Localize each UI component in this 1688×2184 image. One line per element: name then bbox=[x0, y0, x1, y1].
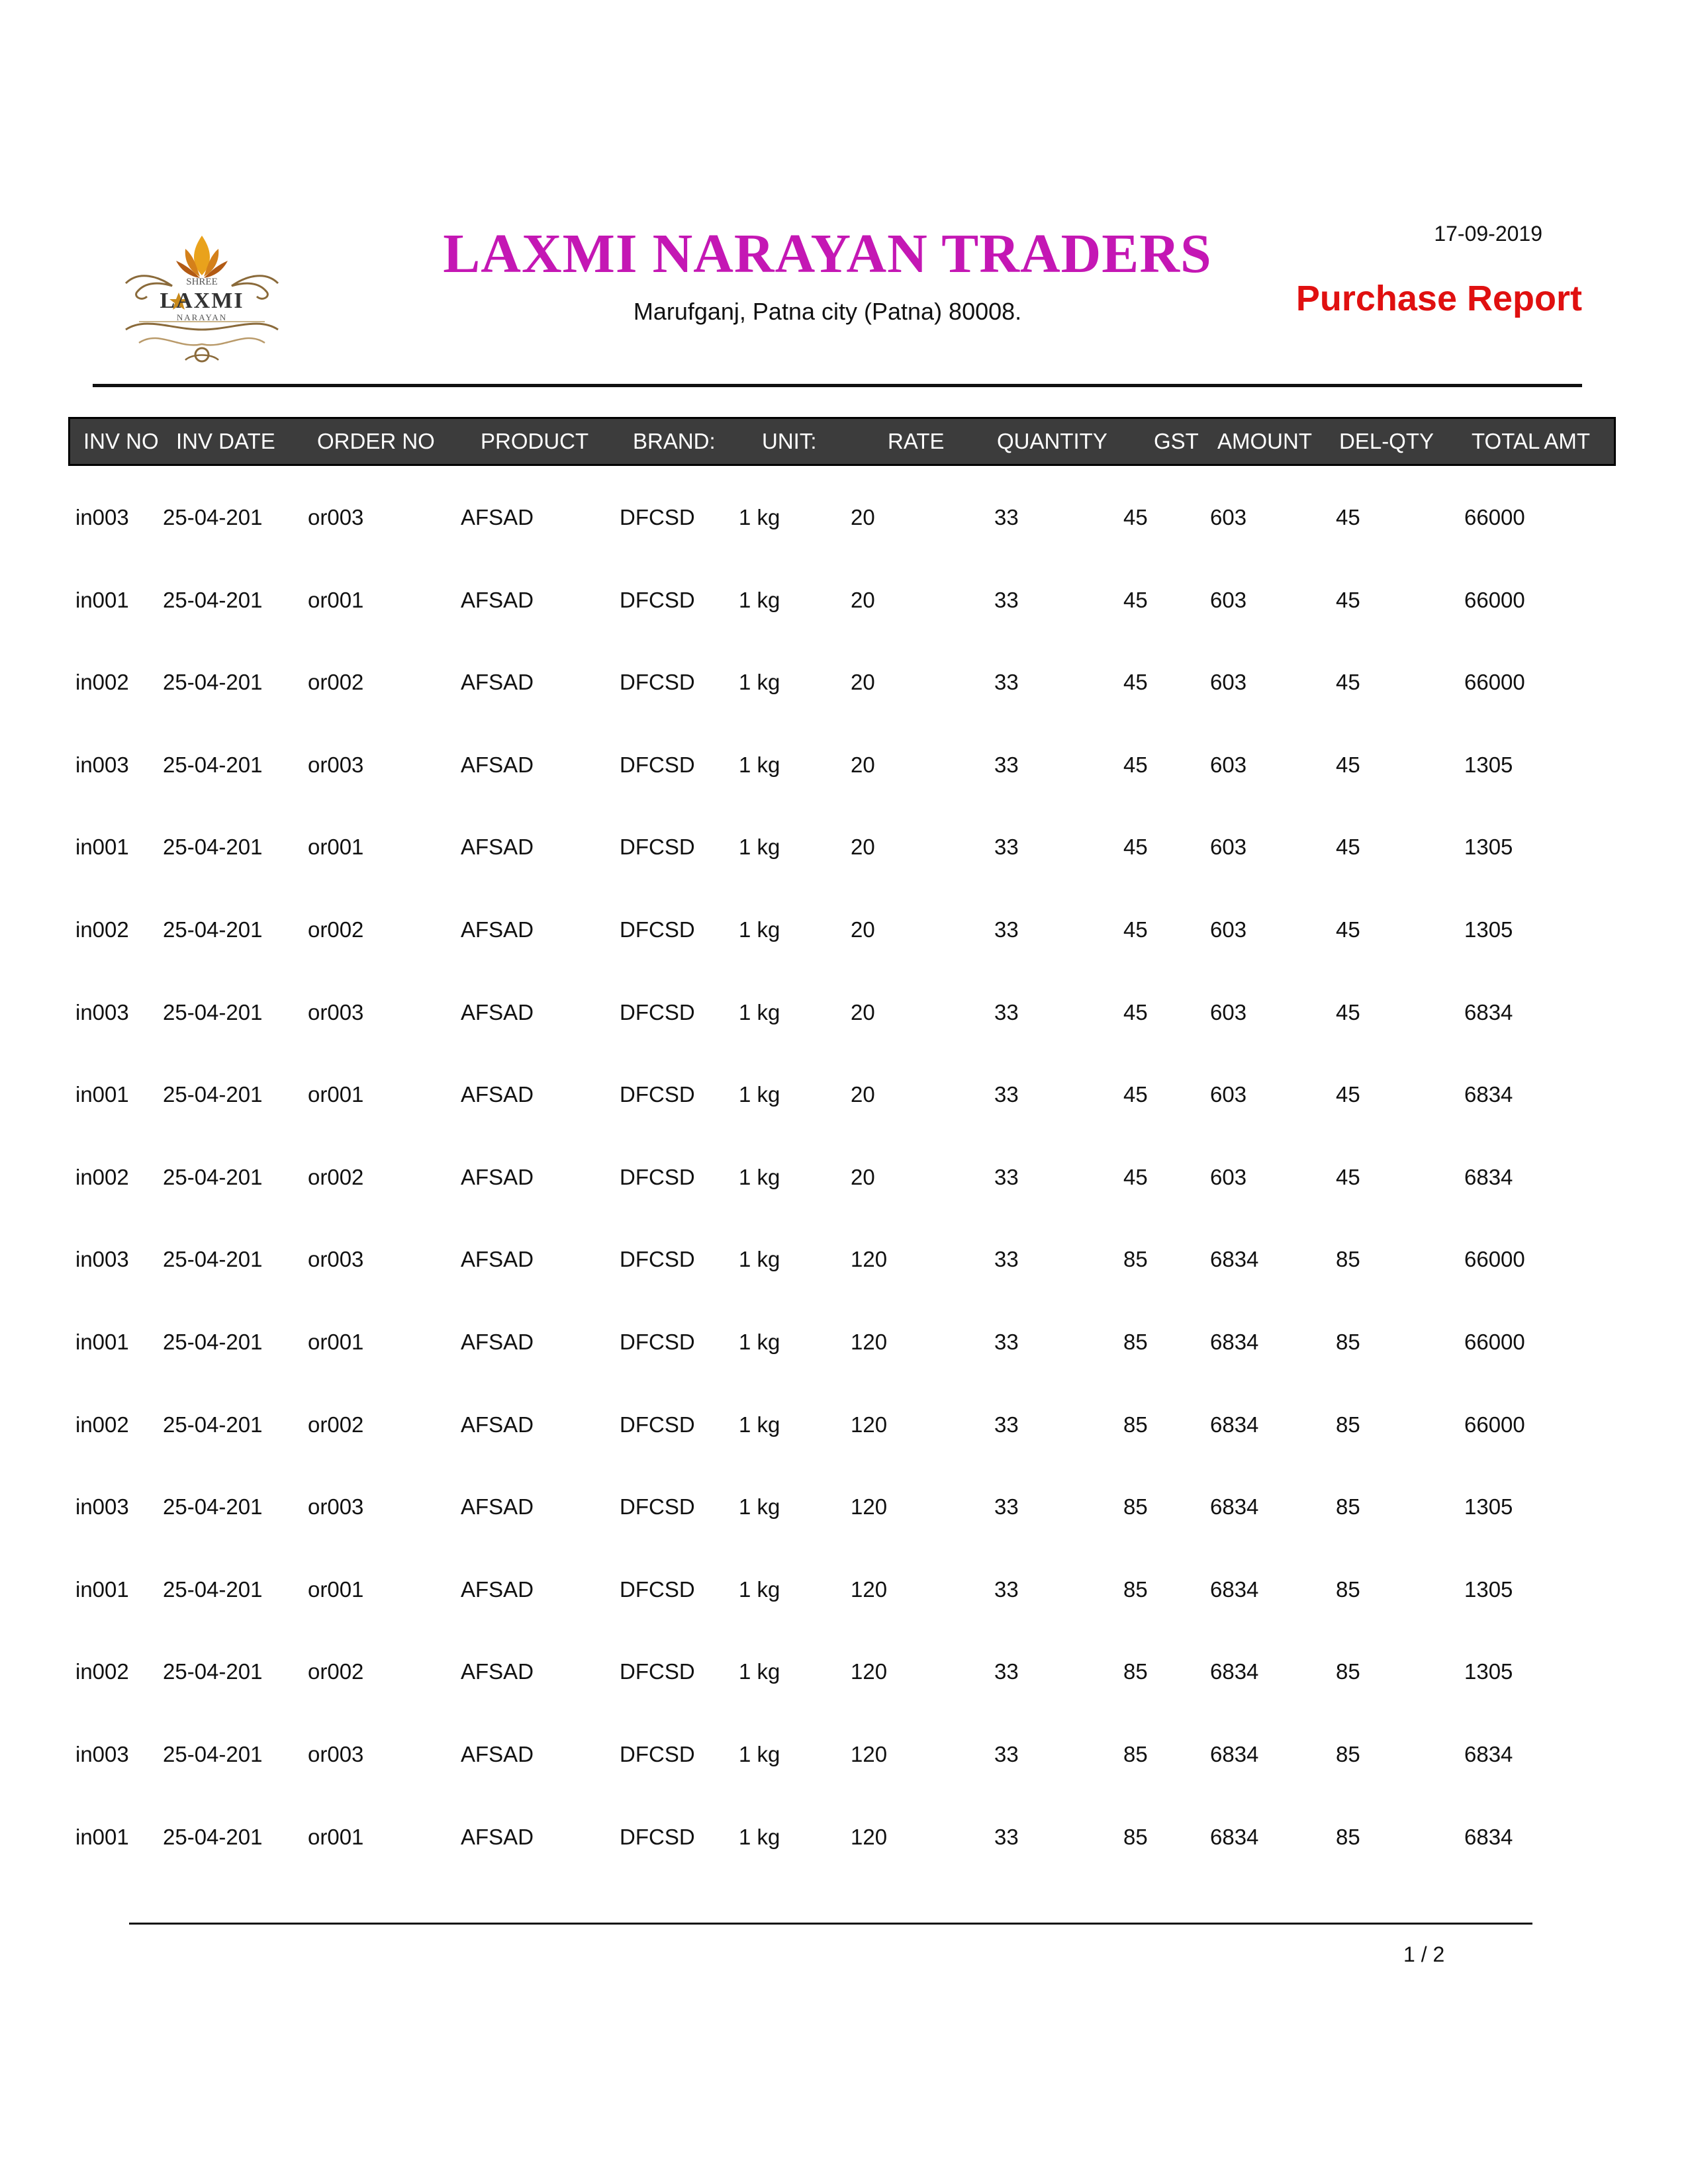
table-row bbox=[0, 1817, 1688, 1857]
table-row bbox=[0, 1075, 1688, 1115]
cell-gst: 45 bbox=[1123, 917, 1148, 942]
column-header-inv-no: INV NO bbox=[83, 429, 159, 453]
cell-brand: DFCSD bbox=[620, 752, 695, 777]
cell-rate: 120 bbox=[851, 1247, 888, 1271]
cell-total-amt: 1305 bbox=[1464, 1494, 1513, 1519]
column-header-unit: UNIT: bbox=[762, 429, 817, 453]
column-header-brand: BRAND: bbox=[633, 429, 716, 453]
cell-unit: 1 kg bbox=[739, 1659, 780, 1684]
cell-inv-date: 25-04-201 bbox=[163, 1082, 263, 1107]
cell-total-amt: 66000 bbox=[1464, 1412, 1525, 1437]
cell-amount: 603 bbox=[1210, 752, 1247, 777]
cell-quantity: 33 bbox=[994, 835, 1019, 859]
cell-brand: DFCSD bbox=[620, 1494, 695, 1519]
table-row bbox=[0, 827, 1688, 867]
cell-quantity: 33 bbox=[994, 1330, 1019, 1354]
cell-product: AFSAD bbox=[461, 1577, 534, 1602]
column-header-gst: GST bbox=[1154, 429, 1199, 453]
table-row bbox=[0, 1240, 1688, 1279]
cell-inv-date: 25-04-201 bbox=[163, 752, 263, 777]
cell-unit: 1 kg bbox=[739, 1494, 780, 1519]
cell-amount: 6834 bbox=[1210, 1577, 1259, 1602]
cell-order-no: or001 bbox=[308, 1577, 364, 1602]
cell-quantity: 33 bbox=[994, 752, 1019, 777]
cell-unit: 1 kg bbox=[739, 505, 780, 529]
cell-inv-date: 25-04-201 bbox=[163, 1659, 263, 1684]
cell-gst: 85 bbox=[1123, 1247, 1148, 1271]
cell-quantity: 33 bbox=[994, 1082, 1019, 1107]
cell-unit: 1 kg bbox=[739, 1577, 780, 1602]
cell-total-amt: 66000 bbox=[1464, 1247, 1525, 1271]
cell-del-qty: 85 bbox=[1336, 1247, 1360, 1271]
cell-quantity: 33 bbox=[994, 1577, 1019, 1602]
cell-inv-no: in002 bbox=[75, 670, 129, 694]
cell-inv-no: in003 bbox=[75, 505, 129, 529]
cell-order-no: or003 bbox=[308, 1742, 364, 1766]
cell-del-qty: 85 bbox=[1336, 1494, 1360, 1519]
cell-del-qty: 45 bbox=[1336, 1082, 1360, 1107]
cell-rate: 20 bbox=[851, 1082, 875, 1107]
table-row bbox=[0, 745, 1688, 785]
cell-rate: 120 bbox=[851, 1825, 888, 1849]
cell-total-amt: 6834 bbox=[1464, 1742, 1513, 1766]
cell-order-no: or002 bbox=[308, 917, 364, 942]
cell-inv-no: in003 bbox=[75, 1247, 129, 1271]
cell-quantity: 33 bbox=[994, 670, 1019, 694]
cell-product: AFSAD bbox=[461, 505, 534, 529]
logo-text-sub: NARAYAN bbox=[176, 312, 228, 322]
cell-inv-date: 25-04-201 bbox=[163, 1825, 263, 1849]
cell-brand: DFCSD bbox=[620, 505, 695, 529]
cell-gst: 85 bbox=[1123, 1825, 1148, 1849]
table-row bbox=[0, 498, 1688, 537]
cell-del-qty: 45 bbox=[1336, 835, 1360, 859]
cell-unit: 1 kg bbox=[739, 1082, 780, 1107]
cell-inv-no: in002 bbox=[75, 917, 129, 942]
cell-order-no: or001 bbox=[308, 1082, 364, 1107]
report-date: 17-09-2019 bbox=[1434, 222, 1542, 246]
cell-quantity: 33 bbox=[994, 1742, 1019, 1766]
cell-order-no: or001 bbox=[308, 588, 364, 612]
cell-inv-no: in001 bbox=[75, 1825, 129, 1849]
header-divider bbox=[93, 384, 1582, 387]
cell-amount: 603 bbox=[1210, 1082, 1247, 1107]
cell-inv-no: in003 bbox=[75, 1494, 129, 1519]
cell-quantity: 33 bbox=[994, 1165, 1019, 1189]
logo-text-main: LAXMI bbox=[160, 289, 244, 313]
cell-gst: 85 bbox=[1123, 1330, 1148, 1354]
cell-amount: 603 bbox=[1210, 670, 1247, 694]
company-logo bbox=[113, 230, 291, 369]
cell-del-qty: 85 bbox=[1336, 1412, 1360, 1437]
cell-inv-no: in003 bbox=[75, 752, 129, 777]
cell-rate: 20 bbox=[851, 1000, 875, 1024]
cell-unit: 1 kg bbox=[739, 1742, 780, 1766]
cell-brand: DFCSD bbox=[620, 1825, 695, 1849]
table-row bbox=[0, 910, 1688, 950]
cell-brand: DFCSD bbox=[620, 1000, 695, 1024]
cell-inv-date: 25-04-201 bbox=[163, 1330, 263, 1354]
cell-brand: DFCSD bbox=[620, 917, 695, 942]
cell-del-qty: 45 bbox=[1336, 588, 1360, 612]
cell-total-amt: 6834 bbox=[1464, 1165, 1513, 1189]
cell-product: AFSAD bbox=[461, 1412, 534, 1437]
cell-del-qty: 85 bbox=[1336, 1577, 1360, 1602]
cell-rate: 20 bbox=[851, 917, 875, 942]
cell-gst: 45 bbox=[1123, 505, 1148, 529]
cell-quantity: 33 bbox=[994, 1412, 1019, 1437]
cell-order-no: or001 bbox=[308, 1825, 364, 1849]
cell-total-amt: 6834 bbox=[1464, 1825, 1513, 1849]
cell-unit: 1 kg bbox=[739, 670, 780, 694]
cell-quantity: 33 bbox=[994, 1000, 1019, 1024]
cell-del-qty: 45 bbox=[1336, 752, 1360, 777]
cell-del-qty: 85 bbox=[1336, 1659, 1360, 1684]
cell-unit: 1 kg bbox=[739, 1165, 780, 1189]
cell-product: AFSAD bbox=[461, 1330, 534, 1354]
cell-inv-date: 25-04-201 bbox=[163, 1494, 263, 1519]
cell-brand: DFCSD bbox=[620, 1412, 695, 1437]
cell-inv-date: 25-04-201 bbox=[163, 588, 263, 612]
cell-inv-no: in001 bbox=[75, 1577, 129, 1602]
cell-gst: 85 bbox=[1123, 1577, 1148, 1602]
cell-gst: 85 bbox=[1123, 1494, 1148, 1519]
cell-gst: 85 bbox=[1123, 1412, 1148, 1437]
cell-product: AFSAD bbox=[461, 1825, 534, 1849]
cell-order-no: or003 bbox=[308, 1247, 364, 1271]
cell-order-no: or003 bbox=[308, 505, 364, 529]
cell-product: AFSAD bbox=[461, 835, 534, 859]
cell-quantity: 33 bbox=[994, 1247, 1019, 1271]
cell-rate: 20 bbox=[851, 505, 875, 529]
cell-brand: DFCSD bbox=[620, 1165, 695, 1189]
cell-gst: 45 bbox=[1123, 588, 1148, 612]
cell-unit: 1 kg bbox=[739, 1247, 780, 1271]
cell-brand: DFCSD bbox=[620, 835, 695, 859]
cell-inv-date: 25-04-201 bbox=[163, 505, 263, 529]
cell-del-qty: 45 bbox=[1336, 505, 1360, 529]
table-row bbox=[0, 1322, 1688, 1362]
company-name: LAXMI NARAYAN TRADERS bbox=[443, 223, 1212, 285]
cell-inv-no: in003 bbox=[75, 1742, 129, 1766]
cell-inv-date: 25-04-201 bbox=[163, 1000, 263, 1024]
cell-inv-date: 25-04-201 bbox=[163, 917, 263, 942]
cell-product: AFSAD bbox=[461, 1659, 534, 1684]
cell-brand: DFCSD bbox=[620, 1577, 695, 1602]
cell-quantity: 33 bbox=[994, 917, 1019, 942]
cell-rate: 120 bbox=[851, 1330, 888, 1354]
cell-product: AFSAD bbox=[461, 1247, 534, 1271]
cell-quantity: 33 bbox=[994, 1494, 1019, 1519]
column-header-amount: AMOUNT bbox=[1217, 429, 1312, 453]
table-row bbox=[0, 1487, 1688, 1527]
cell-inv-date: 25-04-201 bbox=[163, 1247, 263, 1271]
cell-rate: 20 bbox=[851, 752, 875, 777]
cell-amount: 603 bbox=[1210, 835, 1247, 859]
column-header-rate: RATE bbox=[888, 429, 945, 453]
column-header-quantity: QUANTITY bbox=[997, 429, 1107, 453]
cell-amount: 6834 bbox=[1210, 1330, 1259, 1354]
table-row bbox=[0, 1735, 1688, 1774]
cell-inv-date: 25-04-201 bbox=[163, 670, 263, 694]
cell-order-no: or001 bbox=[308, 1330, 364, 1354]
cell-rate: 120 bbox=[851, 1742, 888, 1766]
cell-amount: 6834 bbox=[1210, 1494, 1259, 1519]
cell-total-amt: 1305 bbox=[1464, 752, 1513, 777]
table-row bbox=[0, 1405, 1688, 1445]
cell-total-amt: 1305 bbox=[1464, 1577, 1513, 1602]
table-row bbox=[0, 580, 1688, 620]
table-row bbox=[0, 1652, 1688, 1692]
logo-text-top: SHREE bbox=[186, 277, 218, 287]
cell-inv-no: in001 bbox=[75, 1082, 129, 1107]
cell-brand: DFCSD bbox=[620, 670, 695, 694]
cell-gst: 45 bbox=[1123, 670, 1148, 694]
cell-inv-date: 25-04-201 bbox=[163, 1412, 263, 1437]
cell-amount: 6834 bbox=[1210, 1825, 1259, 1849]
cell-del-qty: 45 bbox=[1336, 1165, 1360, 1189]
cell-inv-date: 25-04-201 bbox=[163, 835, 263, 859]
cell-quantity: 33 bbox=[994, 505, 1019, 529]
table-row bbox=[0, 662, 1688, 702]
cell-inv-date: 25-04-201 bbox=[163, 1165, 263, 1189]
page-indicator: 1 / 2 bbox=[1403, 1942, 1445, 1966]
cell-gst: 85 bbox=[1123, 1659, 1148, 1684]
cell-total-amt: 1305 bbox=[1464, 835, 1513, 859]
cell-unit: 1 kg bbox=[739, 1000, 780, 1024]
cell-product: AFSAD bbox=[461, 1742, 534, 1766]
table-header bbox=[68, 417, 1616, 466]
cell-amount: 6834 bbox=[1210, 1247, 1259, 1271]
cell-rate: 120 bbox=[851, 1577, 888, 1602]
cell-inv-no: in001 bbox=[75, 835, 129, 859]
cell-amount: 603 bbox=[1210, 1000, 1247, 1024]
cell-inv-no: in002 bbox=[75, 1412, 129, 1437]
table-row bbox=[0, 993, 1688, 1032]
table-row bbox=[0, 1570, 1688, 1610]
cell-unit: 1 kg bbox=[739, 835, 780, 859]
report-title: Purchase Report bbox=[1295, 279, 1582, 318]
cell-order-no: or003 bbox=[308, 752, 364, 777]
cell-order-no: or003 bbox=[308, 1000, 364, 1024]
cell-amount: 603 bbox=[1210, 505, 1247, 529]
cell-inv-no: in002 bbox=[75, 1659, 129, 1684]
cell-amount: 603 bbox=[1210, 917, 1247, 942]
cell-quantity: 33 bbox=[994, 1825, 1019, 1849]
cell-total-amt: 66000 bbox=[1464, 505, 1525, 529]
column-header-del-qty: DEL-QTY bbox=[1339, 429, 1434, 453]
cell-total-amt: 66000 bbox=[1464, 670, 1525, 694]
cell-inv-no: in001 bbox=[75, 588, 129, 612]
cell-unit: 1 kg bbox=[739, 1412, 780, 1437]
cell-unit: 1 kg bbox=[739, 588, 780, 612]
cell-amount: 6834 bbox=[1210, 1412, 1259, 1437]
cell-del-qty: 85 bbox=[1336, 1742, 1360, 1766]
cell-gst: 45 bbox=[1123, 1082, 1148, 1107]
cell-product: AFSAD bbox=[461, 752, 534, 777]
cell-amount: 603 bbox=[1210, 1165, 1247, 1189]
cell-unit: 1 kg bbox=[739, 1825, 780, 1849]
table-row bbox=[0, 1158, 1688, 1197]
cell-brand: DFCSD bbox=[620, 1659, 695, 1684]
cell-rate: 120 bbox=[851, 1659, 888, 1684]
cell-gst: 45 bbox=[1123, 1000, 1148, 1024]
column-header-inv-date: INV DATE bbox=[176, 429, 275, 453]
column-header-product: PRODUCT bbox=[481, 429, 589, 453]
cell-brand: DFCSD bbox=[620, 1742, 695, 1766]
cell-total-amt: 6834 bbox=[1464, 1000, 1513, 1024]
cell-brand: DFCSD bbox=[620, 1247, 695, 1271]
cell-gst: 45 bbox=[1123, 835, 1148, 859]
cell-del-qty: 85 bbox=[1336, 1330, 1360, 1354]
column-header-total-amt: TOTAL AMT bbox=[1472, 429, 1591, 453]
company-address: Marufganj, Patna city (Patna) 80008. bbox=[633, 298, 1022, 325]
cell-total-amt: 1305 bbox=[1464, 917, 1513, 942]
cell-inv-date: 25-04-201 bbox=[163, 1742, 263, 1766]
cell-amount: 6834 bbox=[1210, 1742, 1259, 1766]
cell-rate: 120 bbox=[851, 1494, 888, 1519]
cell-total-amt: 66000 bbox=[1464, 1330, 1525, 1354]
cell-amount: 603 bbox=[1210, 588, 1247, 612]
column-header-order-no: ORDER NO bbox=[317, 429, 435, 453]
cell-del-qty: 45 bbox=[1336, 917, 1360, 942]
cell-del-qty: 45 bbox=[1336, 1000, 1360, 1024]
cell-order-no: or002 bbox=[308, 1659, 364, 1684]
cell-inv-date: 25-04-201 bbox=[163, 1577, 263, 1602]
cell-unit: 1 kg bbox=[739, 917, 780, 942]
cell-product: AFSAD bbox=[461, 1082, 534, 1107]
cell-inv-no: in001 bbox=[75, 1330, 129, 1354]
cell-order-no: or002 bbox=[308, 1165, 364, 1189]
cell-order-no: or003 bbox=[308, 1494, 364, 1519]
cell-order-no: or001 bbox=[308, 835, 364, 859]
cell-del-qty: 85 bbox=[1336, 1825, 1360, 1849]
cell-order-no: or002 bbox=[308, 1412, 364, 1437]
cell-rate: 20 bbox=[851, 588, 875, 612]
cell-total-amt: 66000 bbox=[1464, 588, 1525, 612]
cell-product: AFSAD bbox=[461, 670, 534, 694]
cell-gst: 45 bbox=[1123, 1165, 1148, 1189]
cell-product: AFSAD bbox=[461, 588, 534, 612]
cell-order-no: or002 bbox=[308, 670, 364, 694]
cell-brand: DFCSD bbox=[620, 1082, 695, 1107]
cell-brand: DFCSD bbox=[620, 588, 695, 612]
cell-product: AFSAD bbox=[461, 917, 534, 942]
cell-rate: 20 bbox=[851, 670, 875, 694]
cell-amount: 6834 bbox=[1210, 1659, 1259, 1684]
cell-product: AFSAD bbox=[461, 1494, 534, 1519]
cell-gst: 45 bbox=[1123, 752, 1148, 777]
cell-gst: 85 bbox=[1123, 1742, 1148, 1766]
cell-rate: 20 bbox=[851, 1165, 875, 1189]
cell-del-qty: 45 bbox=[1336, 670, 1360, 694]
cell-brand: DFCSD bbox=[620, 1330, 695, 1354]
cell-unit: 1 kg bbox=[739, 752, 780, 777]
cell-rate: 20 bbox=[851, 835, 875, 859]
cell-quantity: 33 bbox=[994, 1659, 1019, 1684]
cell-product: AFSAD bbox=[461, 1000, 534, 1024]
cell-total-amt: 1305 bbox=[1464, 1659, 1513, 1684]
cell-rate: 120 bbox=[851, 1412, 888, 1437]
cell-quantity: 33 bbox=[994, 588, 1019, 612]
cell-inv-no: in002 bbox=[75, 1165, 129, 1189]
cell-product: AFSAD bbox=[461, 1165, 534, 1189]
cell-unit: 1 kg bbox=[739, 1330, 780, 1354]
cell-inv-no: in003 bbox=[75, 1000, 129, 1024]
footer-divider bbox=[129, 1923, 1532, 1925]
cell-total-amt: 6834 bbox=[1464, 1082, 1513, 1107]
